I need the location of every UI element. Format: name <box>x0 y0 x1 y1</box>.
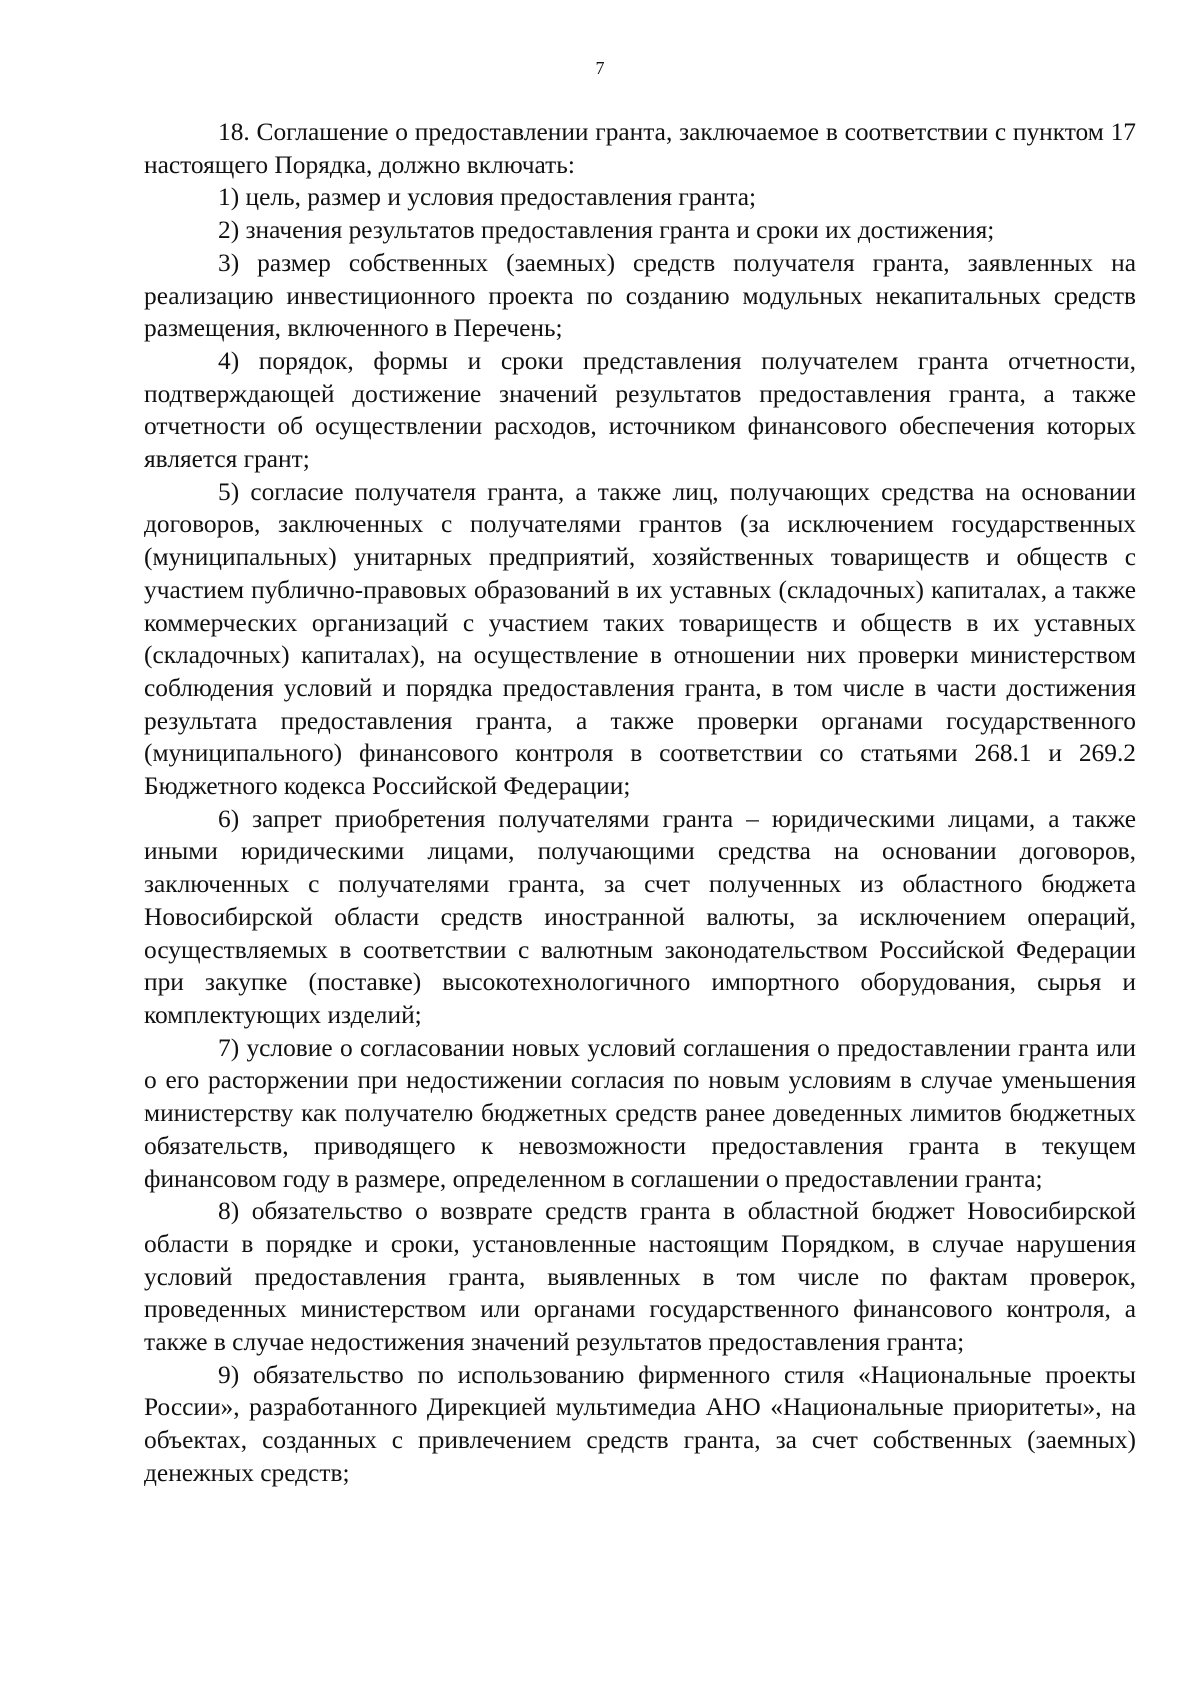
list-item-5: 5) согласие получателя гранта, а также лиц, получающих средства на основании договоров, заключенных с получателями грантов (за исключением государственных (муниципальных) унитарных предприятий, хозяйственных товариществ и обществ с участием публично-правовых образований в их уставных (складочных) капиталах, а также коммерческих организаций с участием таких товариществ и обществ в их уставных (складочных) капиталах), на осуществление в отношении них проверки министерством соблюдения условий и порядка предоставления гранта, в том числе в части достижения результата предоставления гранта, а также проверки органами государственного (муниципального) финансового контроля в соответствии со статьями 268.1 и 269.2 Бюджетного кодекса Российской Федерации; <box>144 477 1136 801</box>
list-item-9: 9) обязательство по использованию фирменного стиля «Национальные проекты России», разработанного Дирекцией мультимедиа АНО «Национальные приоритеты», на объектах, созданных с привлечением средств гранта, за счет собственных (заемных) денежных средств; <box>144 1360 1136 1487</box>
list-item-3: 3) размер собственных (заемных) средств получателя гранта, заявленных на реализацию инвестиционного проекта по созданию модульных некапитальных средств размещения, включенного в Перечень; <box>144 248 1136 343</box>
paragraph-18: 18. Соглашение о предоставлении гранта, заключаемое в соответствии с пунктом 17 настоящего Порядка, должно включать: <box>144 118 1136 179</box>
document-body <box>144 116 1136 1490</box>
list-item-4: 4) порядок, формы и сроки представления получателем гранта отчетности, подтверждающей достижение значений результатов предоставления гранта, а также отчетности об осуществлении расходов, источником финансового обеспечения которых является грант; <box>144 346 1136 474</box>
list-item-2: 2) значения результатов предоставления гранта и сроки их достижения; <box>218 216 995 245</box>
list-item-8: 8) обязательство о возврате средств гранта в областной бюджет Новосибирской области в порядке и сроки, установленные настоящим Порядком, в случае нарушения условий предоставления гранта, выявленных в том числе по фактам проверок, проведенных министерством или органами государственного финансового контроля, а также в случае недостижения значений результатов предоставления гранта; <box>144 1197 1136 1357</box>
list-item-7: 7) условие о согласовании новых условий соглашения о предоставлении гранта или о его расторжении при недостижении согласия по новым условиям в случае уменьшения министерству как получателю бюджетных средств ранее доведенных лимитов бюджетных обязательств, приводящего к невозможности предоставления гранта в текущем финансовом году в размере, определенном в соглашении о предоставлении гранта; <box>144 1033 1136 1193</box>
list-item-6: 6) запрет приобретения получателями гранта – юридическими лицами, а также иными юридическими лицами, получающими средства на основании договоров, заключенных с получателями гранта, за счет полученных из областного бюджета Новосибирской области средств иностранной валюты, за исключением операций, осуществляемых в соответствии с валютным законодательством Российской Федерации при закупке (поставке) высокотехнологичного импортного оборудования, сырья и комплектующих изделий; <box>144 804 1136 1029</box>
page-number: 7 <box>595 58 605 78</box>
list-item-1: 1) цель, размер и условия предоставления гранта; <box>218 183 757 212</box>
